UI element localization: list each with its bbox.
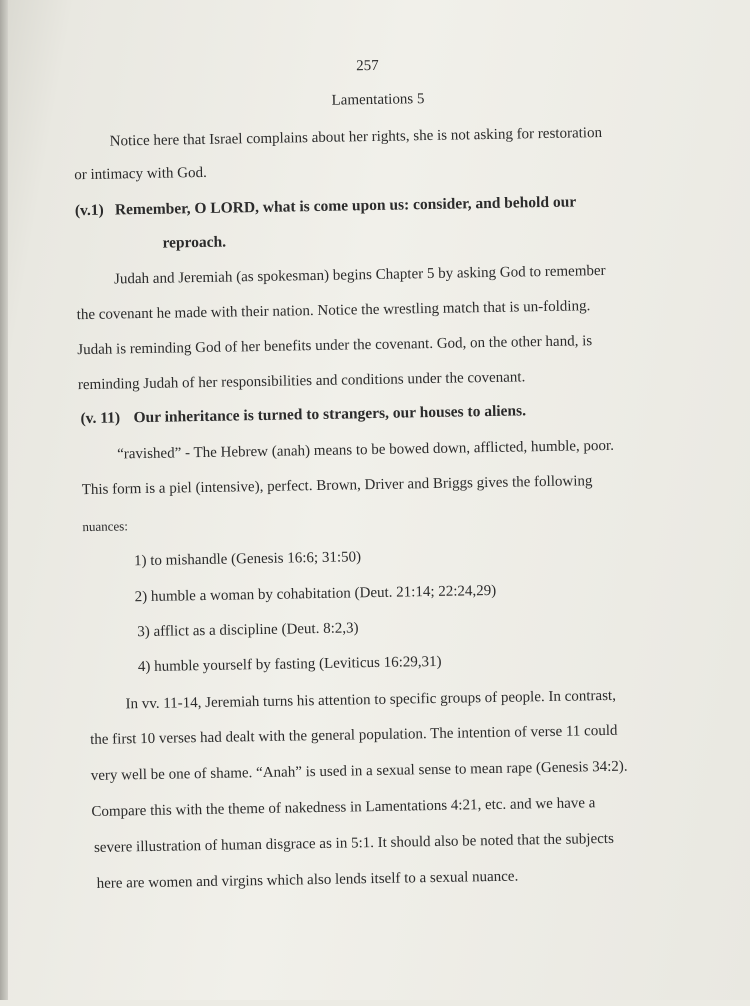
verse-1-line-1: Remember, O LORD, what is come upon us: consider, and behold our <box>114 193 577 219</box>
para1-line-4: reminding Judah of her responsibilities and conditions under the covenant. <box>77 369 526 394</box>
nuance-item-2: 2) humble a woman by cohabitation (Deut. 21:14; 22:24,29) <box>134 582 497 606</box>
para3-line-6: here are women and virgins which also lends itself to a sexual nuance. <box>96 868 519 892</box>
verse-11-ref: (v. 11) <box>80 409 121 428</box>
nuance-item-4: 4) humble yourself by fasting (Leviticus 16:29,31) <box>137 653 442 676</box>
para2-line-3: nuances: <box>82 518 129 535</box>
para3-line-3: very well be one of shame. “Anah” is used in a sexual sense to mean rape (Genesis 34:2). <box>90 758 628 785</box>
nuance-item-1: 1) to mishandle (Genesis 16:6; 31:50) <box>133 549 362 570</box>
chapter-heading: Lamentations 5 <box>331 91 425 109</box>
para3-line-2: the first 10 verses had dealt with the general population. The intention of verse 11 could <box>90 722 618 749</box>
verse-1-ref: (v.1) <box>74 201 104 220</box>
intro-line-2: or intimacy with God. <box>74 164 207 184</box>
para2-line-1: “ravished” - The Hebrew (anah) means to be bowed down, afflicted, humble, poor. <box>117 437 615 463</box>
nuance-item-3: 3) afflict as a discipline (Deut. 8:2,3) <box>137 620 359 641</box>
para3-line-5: severe illustration of human disgrace as in 5:1. It should also be noted that the subjects <box>93 830 614 856</box>
para3-line-1: In vv. 11-14, Jeremiah turns his attention to specific groups of people. In contrast, <box>125 687 617 713</box>
page-number: 257 <box>356 57 379 75</box>
para3-line-4: Compare this with the theme of nakedness in Lamentations 4:21, etc. and we have a <box>91 795 596 820</box>
para1-line-2: the covenant he made with their nation. Notice the wrestling match that is un-folding. <box>76 298 591 324</box>
para2-line-2: This form is a piel (intensive), perfect. Brown, Driver and Briggs gives the following <box>81 473 593 499</box>
intro-line-1: Notice here that Israel complains about her rights, she is not asking for restoration <box>109 124 603 150</box>
verse-1-line-2: reproach. <box>162 233 227 252</box>
para1-line-3: Judah is reminding God of her benefits under the covenant. God, on the other hand, is <box>77 333 593 359</box>
verse-11-text: Our inheritance is turned to strangers, our houses to aliens. <box>133 402 527 427</box>
para1-line-1: Judah and Jeremiah (as spokesman) begins Chapter 5 by asking God to remember <box>113 262 606 288</box>
